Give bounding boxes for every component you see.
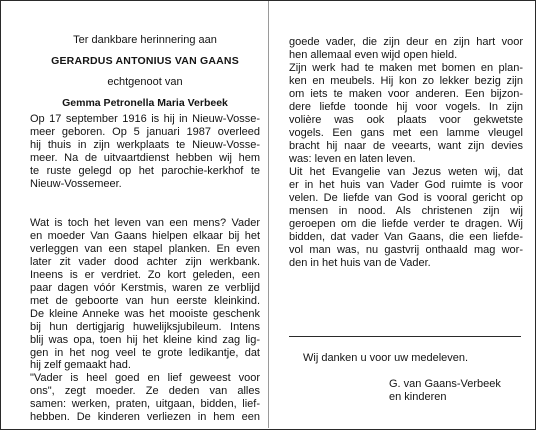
text-line: hebben. De kinderen verliezen in hem een (30, 411, 260, 424)
text-line: samen: werken, praten, uitgaan, bidden, lief- (30, 398, 260, 411)
text-line: blij was opa, toen hij het kleine kind zag lig- (30, 333, 260, 346)
text-line: bidden, dat vader Van Gaans, die een liefde- (289, 230, 523, 243)
text-line: geroepen om die liefde verder te dragen. Wij (289, 217, 523, 230)
intro-text: Ter dankbare herinnering aan (73, 34, 217, 46)
text-line: volière was ook plaats voor gekwetste (289, 113, 523, 126)
thanks-text: Wij danken u voor uw medeleven. (303, 352, 469, 364)
text-line: Nieuw-Vossemeer. (30, 177, 122, 190)
text-line: hij zelf gemaakt had. (30, 359, 131, 372)
text-line: met de geboorte van hun eerste kleinkind. (30, 294, 260, 307)
text-line: dere liefde toonde hij voor vogels. In zijn (289, 100, 523, 113)
text-line: later zit vader dood achter zijn werkbank. (30, 255, 260, 268)
text-line: den in het huis van de Vader. (289, 256, 431, 269)
text-line: hen allemaal even wijd open hield. (289, 48, 458, 61)
divider-rule (289, 336, 521, 337)
text-line: meer geboren. Op 5 januari 1987 overleed (30, 125, 260, 138)
text-line: bracht hij naar de veearts, want zijn devies (289, 139, 523, 152)
text-line: vol man was, nu gastvrij onthaald mag wor- (289, 243, 523, 256)
text-line: was: leven en laten leven. (289, 152, 416, 165)
text-line: hij thuis in zijn werkplaats te Nieuw-Vosse- (30, 138, 260, 151)
text-line: er in het huis van Vader God ruimte is voor (289, 178, 523, 191)
text-line: vogels. Een gans met een lamme vleugel (289, 126, 523, 139)
text-line: ons", zegt moeder. Ze deden van alles (30, 385, 260, 398)
signature (389, 378, 501, 404)
relation-text: echtgenoot van (107, 76, 183, 88)
text-line: paar dagen vóór Kerstmis, waren ze verblijd (30, 281, 260, 294)
right-paragraph-2 (289, 166, 523, 270)
text-line: en moeder Van Gaans hielpen elkaar bij het (30, 229, 260, 242)
deceased-name: GERARDUS ANTONIUS VAN GAANS (51, 55, 239, 67)
left-paragraph-1 (30, 113, 260, 191)
signature-family: en kinderen (389, 391, 447, 403)
text-line: meer. Na de uitvaartdienst hebben wij hem (30, 151, 260, 164)
right-paragraph-1 (289, 36, 523, 166)
text-line: De kleine Anneke was het mooiste geschenk (30, 307, 260, 320)
text-line: mensen in nood. Als christenen zijn wij (289, 204, 523, 217)
signature-name: G. van Gaans-Verbeek (389, 378, 501, 390)
text-line: bij hun dertigjarig huwelijksjubileum. Intens (30, 320, 260, 333)
spouse-name: Gemma Petronella Maria Verbeek (62, 97, 228, 109)
text-line: goede vader, die zijn deur en zijn hart voor (289, 36, 523, 48)
card-fold-line (268, 1, 269, 428)
text-line: om iets te maken voor anderen. Een bijzon- (289, 87, 523, 100)
text-line: "Vader is heel goed en lief geweest voor (30, 372, 260, 385)
text-line: Uit het Evangelie van Jezus weten wij, dat (289, 166, 523, 178)
text-line: Wat is toch het leven van een mens? Vader (30, 217, 260, 229)
text-line: verleggen van een stapel planken. En even (30, 242, 260, 255)
text-line: Zijn werk had te maken met bomen en plan- (289, 61, 523, 74)
text-line: velen. De liefde van God is vooral gericht op (289, 191, 523, 204)
text-line: Op 17 september 1916 is hij in Nieuw-Vosse- (30, 113, 260, 125)
text-line: te ruste gelegd op het parochie-kerkhof te (30, 164, 260, 177)
text-line: Ineens is er verdriet. Zo kort geleden, een (30, 268, 260, 281)
text-line: ken en meubels. Hij kon zo lekker bezig zijn (289, 74, 523, 87)
left-paragraph-2 (30, 217, 260, 424)
text-line: gen in het nog veel te grote ledikantje, dat (30, 346, 260, 359)
